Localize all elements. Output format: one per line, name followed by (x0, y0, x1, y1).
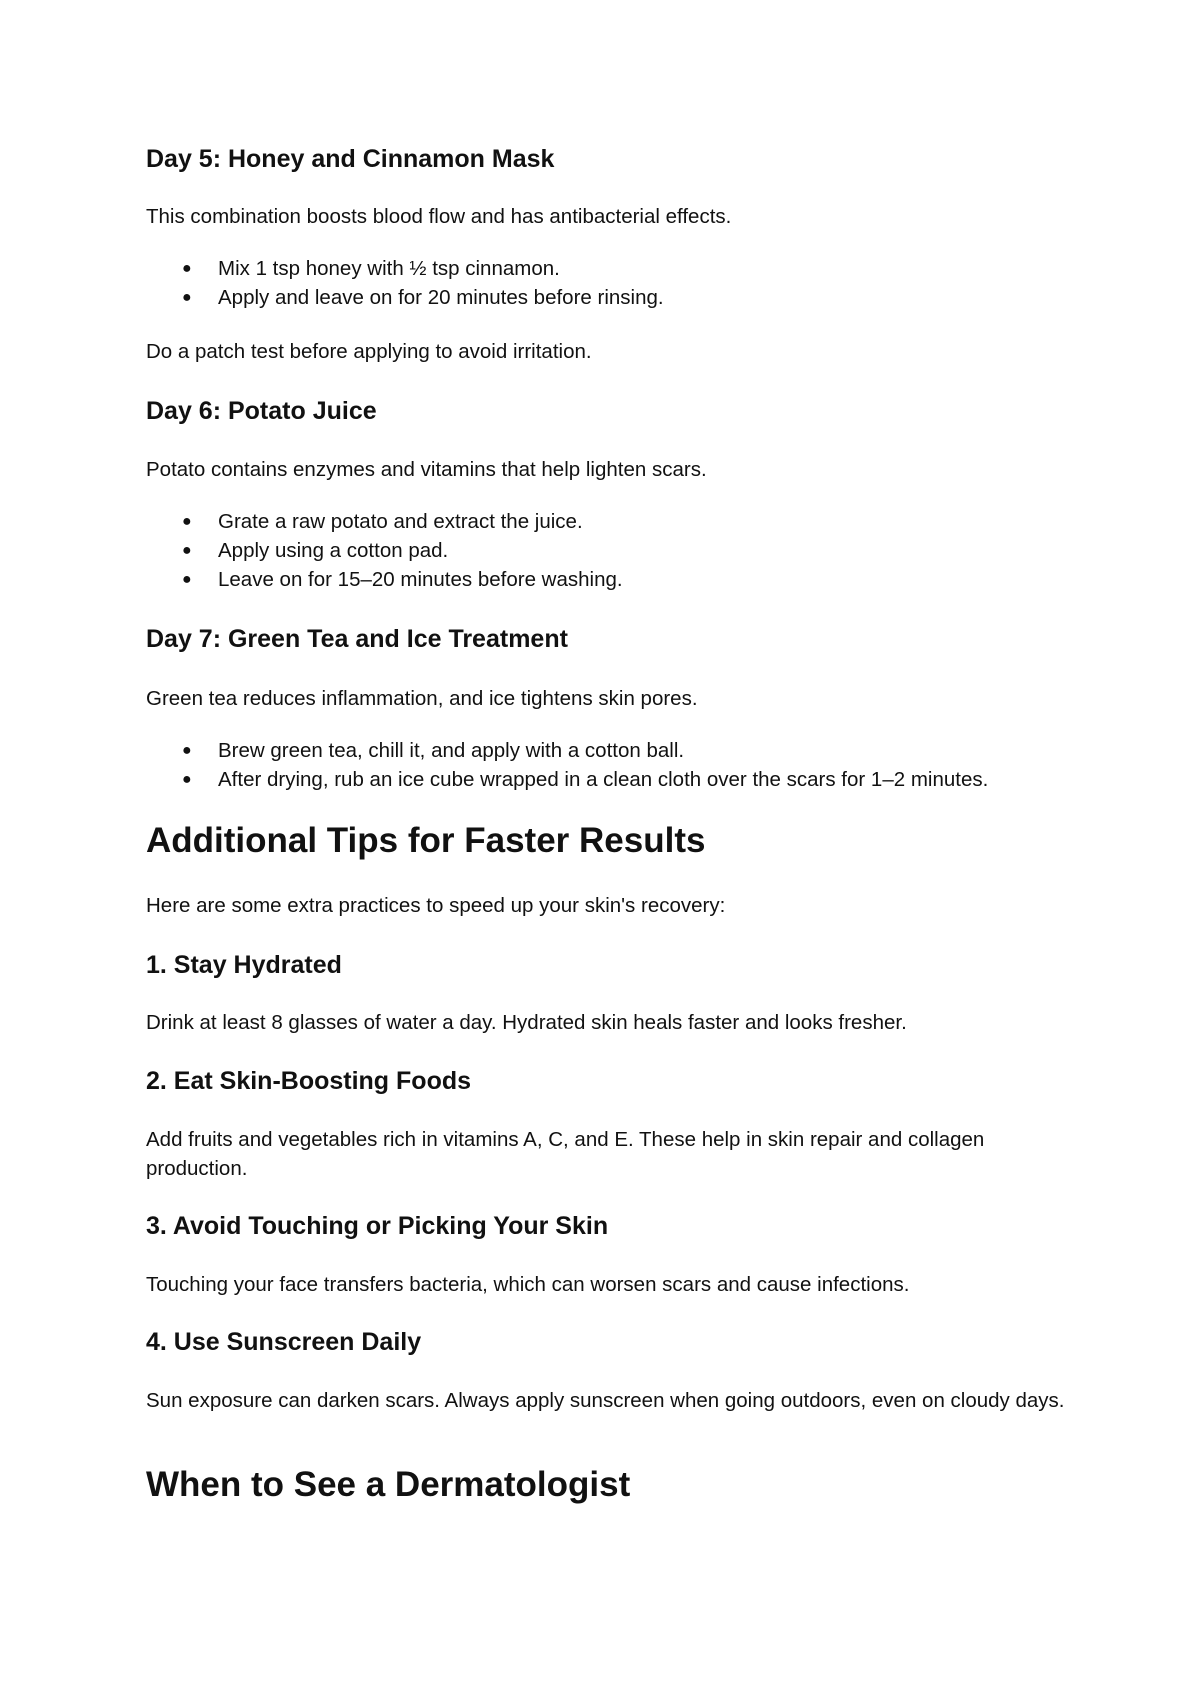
tip-heading-3: 3. Avoid Touching or Picking Your Skin (146, 1212, 609, 1240)
list-item: ● After drying, rub an ice cube wrapped in a clean cloth over the scars for 1–2 minutes. (146, 765, 1086, 794)
bullet-list-day5 (146, 254, 1086, 312)
bullet-icon: ● (182, 742, 192, 759)
bullet-icon: ● (182, 289, 192, 306)
tip-heading-2: 2. Eat Skin-Boosting Foods (146, 1067, 472, 1095)
list-item: ● Mix 1 tsp honey with ½ tsp cinnamon. (146, 254, 1086, 283)
tip-text-2: Add fruits and vegetables rich in vitamins A, C, and E. These help in skin repair and collagen production. (146, 1128, 985, 1180)
bullet-icon: ● (182, 542, 192, 559)
section-heading-day7: Day 7: Green Tea and Ice Treatment (146, 625, 568, 653)
list-item: ● Leave on for 15–20 minutes before washing. (146, 565, 1086, 594)
bullet-icon: ● (182, 771, 192, 788)
tip-text-3: Touching your face transfers bacteria, which can worsen scars and cause infections. (146, 1273, 910, 1296)
list-item: ● Apply using a cotton pad. (146, 536, 1086, 565)
dermatologist-title: When to See a Dermatologist (146, 1465, 631, 1504)
bullet-list-day6 (146, 507, 1086, 594)
tip-heading-4: 4. Use Sunscreen Daily (146, 1328, 422, 1356)
section-heading-day6: Day 6: Potato Juice (146, 397, 377, 425)
tips-intro: Here are some extra practices to speed up your skin's recovery: (146, 894, 726, 917)
tips-title: Additional Tips for Faster Results (146, 821, 706, 860)
list-item: ● Brew green tea, chill it, and apply with a cotton ball. (146, 736, 1086, 765)
tip-heading-1: 1. Stay Hydrated (146, 951, 342, 979)
tip-text-1: Drink at least 8 glasses of water a day. Hydrated skin heals faster and looks fresher. (146, 1011, 907, 1034)
list-item: ● Grate a raw potato and extract the juice. (146, 507, 1086, 536)
bullet-icon: ● (182, 571, 192, 588)
list-item: ● Apply and leave on for 20 minutes before rinsing. (146, 283, 1086, 312)
section-note-day5: Do a patch test before applying to avoid irritation. (146, 340, 592, 363)
section-intro-day5: This combination boosts blood flow and has antibacterial effects. (146, 205, 732, 228)
section-intro-day6: Potato contains enzymes and vitamins that help lighten scars. (146, 458, 707, 481)
bullet-icon: ● (182, 260, 192, 277)
section-intro-day7: Green tea reduces inflammation, and ice tightens skin pores. (146, 687, 698, 710)
bullet-icon: ● (182, 513, 192, 530)
bullet-list-day7 (146, 736, 1086, 794)
section-heading-day5: Day 5: Honey and Cinnamon Mask (146, 145, 555, 173)
tip-text-4: Sun exposure can darken scars. Always apply sunscreen when going outdoors, even on cloudy days. (146, 1389, 1065, 1412)
